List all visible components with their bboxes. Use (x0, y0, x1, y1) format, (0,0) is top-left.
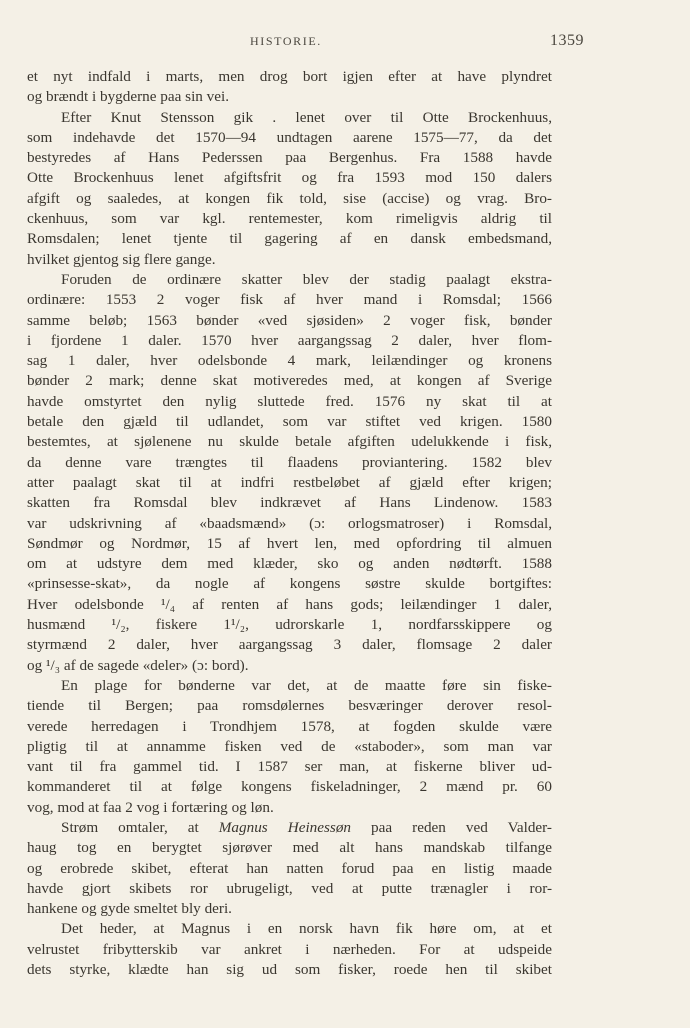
text-line: husmænd ¹/₂, fiskere 1¹/₂, udrorskarle 1, nordfarsskippere og (27, 616, 552, 634)
text-segment: Strøm omtaler, at (61, 818, 219, 836)
text-line: et nyt indfald i marts, men drog bort igjen efter at have plyndret (27, 68, 552, 85)
text-line: Efter Knut Stensson gik . lenet over til Otte Brockenhuus, (61, 108, 552, 126)
text-segment: paa reden ved Valder- (351, 818, 552, 836)
text-line: Det heder, at Magnus i en norsk havn fik høre om, at et (61, 920, 552, 938)
text-line: og erobrede skibet, efterat han natten forud paa en listig maade (27, 859, 552, 877)
text-line: ckenhuus, som var kgl. rentemester, kom rimeligvis aldrig til (27, 210, 552, 228)
text-line: dets styrke, klædte han sig ud som fisker, roede hen til skibet (27, 961, 552, 979)
text-line: samme beløb; 1563 bønder «ved sjøsiden» 2 voger fisk, bønder (27, 311, 552, 329)
italic-name: Magnus Heinessøn (218, 818, 352, 836)
body-text (27, 67, 552, 980)
text-line: vog, mod at faa 2 vog i fortæring og løn. (27, 798, 274, 816)
text-line: som indehavde det 1570—94 undtagen aarene 1575—77, da det (27, 128, 552, 146)
text-line: og ¹/₃ af de sagede «deler» (ɔ: bord). (27, 656, 249, 674)
text-line: sag 1 daler, hver odelsbonde 4 mark, leilændinger og kronens (27, 352, 552, 370)
text-line: Søndmør og Nordmør, 15 af hvert len, med opfordring til almuen (27, 534, 552, 552)
text-line: verede herredagen i Trondhjem 1578, at fogden skulde være (27, 717, 552, 735)
text-line: En plage for bønderne var det, at de maatte føre sin fiske- (61, 676, 552, 694)
text-line: bestyredes af Hans Pederssen paa Bergenhus. Fra 1588 havde (27, 149, 552, 167)
text-line: skatten fra Romsdal blev indkrævet af Hans Lindenow. 1583 (27, 494, 552, 512)
text-line: velrustet fribytterskib var ankret i nærheden. For at udspeide (27, 940, 552, 958)
text-line: Romsdalen; lenet tjente til gagering af en dansk embedsmand, (27, 230, 552, 248)
running-head: HISTORIE. (250, 34, 322, 48)
text-line: kommanderet til at følge kongens fiskeladninger, 2 mænd pr. 60 (27, 778, 552, 796)
text-line (27, 818, 552, 838)
text-line: pligtig til at annamme fisken ved de «staboder», som man var (27, 737, 552, 755)
text-line: Foruden de ordinære skatter blev der stadig paalagt ekstra- (61, 270, 552, 288)
text-line: Hver odelsbonde ¹/₄ af renten af hans gods; leilændinger 1 daler, (27, 595, 552, 613)
text-line: «prinsesse-skat», da nogle af kongens søstre skulde bortgiftes: (27, 575, 552, 593)
text-line: i fjordene 1 daler. 1570 hver aargangssag 2 daler, hver flom- (27, 331, 552, 349)
text-line: styrmænd 2 daler, hver aargangssag 3 daler, flomsage 2 daler (27, 636, 552, 654)
text-line: havde omstyrtet den nylig sluttede fred. 1576 ny skat til at (27, 392, 552, 410)
text-line: Otte Brockenhuus lenet afgiftsfrit og fra 1593 mod 150 dalers (27, 169, 552, 187)
text-line: betale den gjæld til udlandet, som var stiftet ved krigen. 1580 (27, 413, 552, 431)
page-number: 1359 (550, 32, 584, 49)
text-line: og brændt i bygderne paa sin vei. (27, 88, 230, 106)
text-line: haug tog en berygtet sjørøver med alt hans mandskab tilfange (27, 839, 552, 857)
text-line: hvilket gjentog sig flere gange. (27, 250, 216, 268)
page-header (0, 34, 690, 54)
text-line: vant til fra gammel tid. I 1587 ser man, at fiskerne bliver ud- (27, 758, 552, 776)
text-line: atter paalagt skat til at indfri restbeløbet af gjæld efter krigen; (27, 473, 552, 491)
text-line: var udskrivning af «baadsmænd» (ɔ: orlogsmatroser) i Romsdal, (27, 514, 552, 532)
text-line: hankene og gyde smeltet bly deri. (27, 900, 232, 918)
text-line: afgift og saaledes, at kongen fik told, sise (accise) og vrag. Bro- (27, 189, 552, 207)
text-line: bestemtes, at sjølenene nu skulde betale afgiften udelukkende i fisk, (27, 433, 552, 451)
text-line: om at udstyre dem med klæder, sko og anden nødtørft. 1588 (27, 555, 552, 573)
text-line: havde gjort skibets ror ubrugeligt, ved at putte trænagler i ror- (27, 879, 552, 897)
text-line: ordinære: 1553 2 voger fisk af hver mand i Romsdal; 1566 (27, 291, 552, 309)
text-line: tiende til Bergen; paa romsdølernes besværinger derover resol- (27, 697, 552, 715)
text-line: bønder 2 mark; denne skat motiveredes med, at kongen af Sverige (27, 372, 552, 390)
text-line: da denne vare trængtes til flaadens proviantering. 1582 blev (27, 453, 552, 471)
